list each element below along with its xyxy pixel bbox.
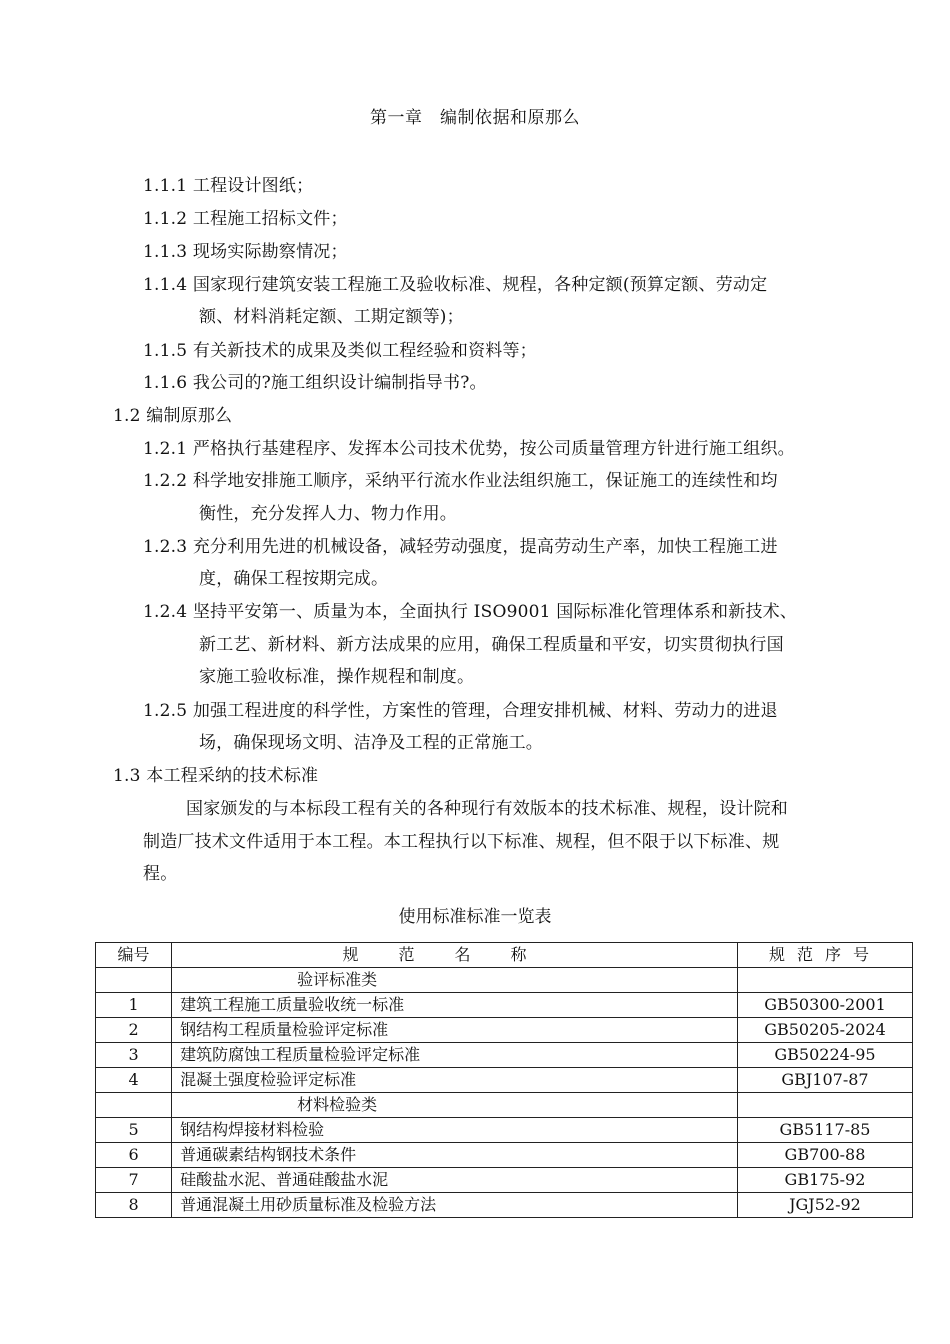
cell-name: 建筑防腐蚀工程质量检验评定标准 (172, 1043, 738, 1068)
list-item (143, 597, 797, 622)
table-row (96, 993, 913, 1018)
table-row (96, 1168, 913, 1193)
cell-code: GB175-92 (737, 1168, 912, 1193)
list-item (143, 466, 778, 491)
cell-code: GB5117-85 (737, 1118, 912, 1143)
standards-table (95, 942, 913, 1218)
header-name (172, 943, 738, 968)
cell-no: 7 (96, 1168, 172, 1193)
table-row (96, 1018, 913, 1043)
chapter-title: 第一章 编制依据和原那么 (370, 108, 580, 128)
cell-no: 1 (96, 993, 172, 1018)
item-text: 现场实际勘察情况； (192, 242, 348, 262)
item-number: 1.2.4 (143, 602, 188, 622)
cell-no (96, 1093, 172, 1118)
table-header-row (96, 943, 913, 968)
cell-no (96, 968, 172, 993)
header-name-text: 规范名称 (342, 945, 567, 964)
section-heading: 1.3 本工程采纳的技术标准 (113, 766, 319, 786)
item-continuation: 衡性，充分发挥人力、物力作用。 (199, 504, 457, 524)
item-continuation: 额、材料消耗定额、工期定额等)； (199, 307, 464, 327)
item-text: 严格执行基建程序、发挥本公司技术优势，按公司质量管理方针进行施工组织。 (192, 439, 795, 459)
item-text: 加强工程进度的科学性，方案性的管理，合理安排机械、材料、劳动力的进退 (192, 701, 778, 721)
item-continuation: 新工艺、新材料、新方法成果的应用，确保工程质量和平安，切实贯彻执行国 (199, 635, 784, 655)
cell-name: 普通碳素结构钢技术条件 (172, 1143, 738, 1168)
cell-code: GB50300-2001 (737, 993, 912, 1018)
item-text: 坚持平安第一、质量为本，全面执行 ISO9001 国际标准化管理体系和新技术、 (192, 602, 798, 622)
table-row (96, 1068, 913, 1093)
list-item (143, 336, 537, 361)
cell-name: 普通混凝土用砂质量标准及检验方法 (172, 1193, 738, 1218)
header-code (737, 943, 912, 968)
list-item (143, 696, 778, 721)
paragraph-line: 制造厂技术文件适用于本工程。本工程执行以下标准、规程，但不限于以下标准、规 (143, 832, 780, 852)
item-number: 1.1.2 (143, 209, 188, 229)
cell-name: 混凝土强度检验评定标准 (172, 1068, 738, 1093)
table-row (96, 1143, 913, 1168)
cell-name: 硅酸盐水泥、普通硅酸盐水泥 (172, 1168, 738, 1193)
cell-no: 6 (96, 1143, 172, 1168)
item-text: 工程设计图纸； (192, 176, 314, 196)
list-item (143, 171, 313, 196)
item-number: 1.2.5 (143, 701, 188, 721)
list-item (143, 237, 348, 262)
header-code-text: 规范序号 (768, 945, 881, 964)
item-number: 1.1.3 (143, 242, 188, 262)
item-number: 1.2.2 (143, 471, 188, 491)
cell-code: GB50224-95 (737, 1043, 912, 1068)
item-number: 1.1.5 (143, 341, 188, 361)
item-number: 1.2.1 (143, 439, 188, 459)
cell-code: GB700-88 (737, 1143, 912, 1168)
cell-category: 材料检验类 (172, 1093, 738, 1118)
item-text: 国家现行建筑安装工程施工及验收标准、规程，各种定额(预算定额、劳动定 (192, 275, 768, 295)
list-item (143, 434, 795, 459)
cell-code (737, 968, 912, 993)
table-row (96, 968, 913, 993)
item-text: 科学地安排施工顺序，采纳平行流水作业法组织施工，保证施工的连续性和均 (192, 471, 778, 491)
list-item (143, 368, 487, 393)
item-number: 1.2.3 (143, 537, 188, 557)
item-number: 1.1.1 (143, 176, 188, 196)
item-text: 充分利用先进的机械设备，减轻劳动强度，提高劳动生产率，加快工程施工进 (192, 537, 778, 557)
header-no: 编号 (96, 943, 172, 968)
cell-name: 钢结构工程质量检验评定标准 (172, 1018, 738, 1043)
cell-code (737, 1093, 912, 1118)
cell-no: 4 (96, 1068, 172, 1093)
item-continuation: 家施工验收标准，操作规程和制度。 (199, 667, 475, 687)
item-number: 1.1.6 (143, 373, 188, 393)
table-row (96, 1093, 913, 1118)
item-continuation: 度，确保工程按期完成。 (199, 569, 389, 589)
cell-name: 建筑工程施工质量验收统一标准 (172, 993, 738, 1018)
cell-no: 3 (96, 1043, 172, 1068)
list-item (143, 270, 767, 295)
item-number: 1.1.4 (143, 275, 188, 295)
cell-no: 8 (96, 1193, 172, 1218)
paragraph-line: 程。 (143, 864, 178, 884)
item-text: 有关新技术的成果及类似工程经验和资料等； (192, 341, 537, 361)
cell-code: GB50205-2024 (737, 1018, 912, 1043)
section-heading: 1.2 编制原那么 (113, 406, 233, 426)
cell-no: 2 (96, 1018, 172, 1043)
cell-code: JGJ52-92 (737, 1193, 912, 1218)
paragraph-line: 国家颁发的与本标段工程有关的各种现行有效版本的技术标准、规程，设计院和 (186, 799, 788, 819)
item-continuation: 场，确保现场文明、洁净及工程的正常施工。 (199, 733, 543, 753)
item-text: 工程施工招标文件； (192, 209, 348, 229)
cell-code: GBJ107-87 (737, 1068, 912, 1093)
table-row (96, 1043, 913, 1068)
table-row (96, 1193, 913, 1218)
item-text: 我公司的?施工组织设计编制指导书?。 (192, 373, 487, 393)
list-item (143, 204, 348, 229)
cell-name: 钢结构焊接材料检验 (172, 1118, 738, 1143)
cell-no: 5 (96, 1118, 172, 1143)
table-row (96, 1118, 913, 1143)
list-item (143, 532, 778, 557)
cell-category: 验评标准类 (172, 968, 738, 993)
table-caption: 使用标准标准一览表 (398, 907, 552, 927)
